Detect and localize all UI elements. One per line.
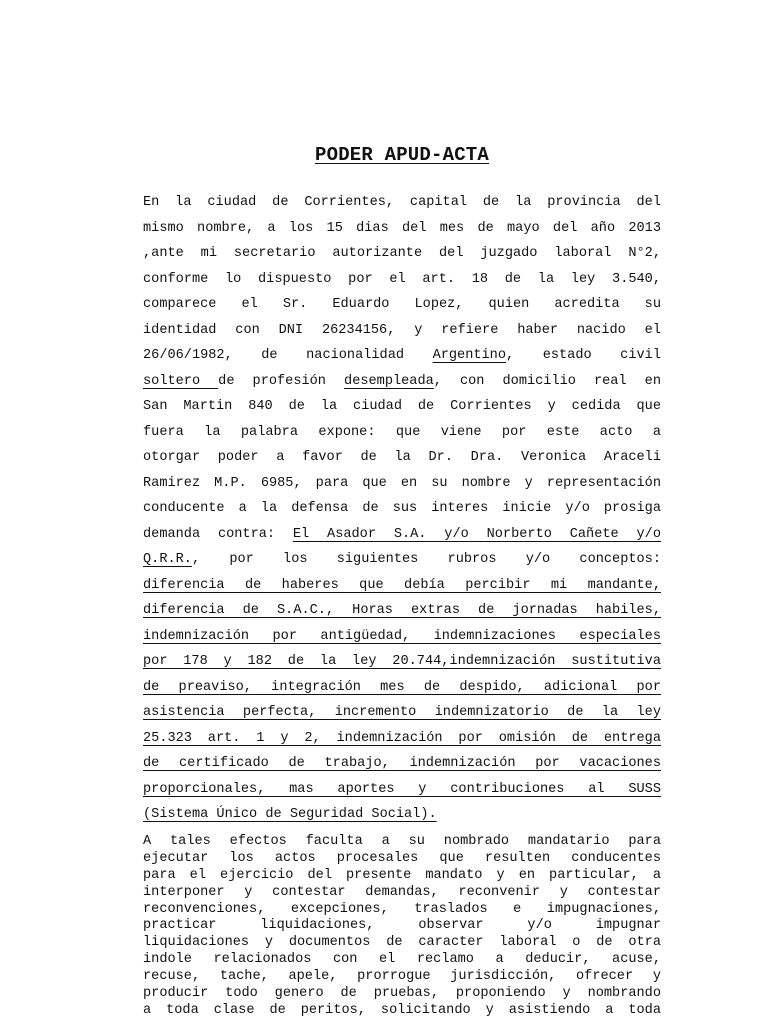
text-segment: de profesión bbox=[218, 373, 345, 389]
text-line: En la ciudad de Corrientes, capital de la provincia del bbox=[143, 195, 661, 210]
text-line: indole relacionados con el reclamo a deducir, acuse, bbox=[143, 952, 661, 968]
text-line: recuse, tache, apele, prorrogue jurisdicción, ofrecer y bbox=[143, 969, 661, 985]
profession-value: desempleada bbox=[344, 373, 434, 389]
text-segment: , estado civil bbox=[506, 348, 661, 363]
text-line: para el ejercicio del presente mandato y en particular, a bbox=[143, 867, 661, 883]
claim-line: de preaviso, integración mes de despido, adicional por bbox=[143, 679, 661, 695]
text-segment: , con domicilio real en bbox=[433, 373, 661, 389]
text-line: A tales efectos faculta a su nombrado mandatario para bbox=[143, 834, 661, 849]
defendant-value: Q.R.R. bbox=[143, 552, 192, 567]
text-line: conducente a la defensa de sus interes inicie y/o prosiga bbox=[143, 501, 661, 516]
text-line: comparece el Sr. Eduardo Lopez, quien acredita su bbox=[143, 297, 661, 312]
text-line: a toda clase de peritos, solicitando y asistiendo a toda bbox=[143, 1002, 661, 1018]
text-line: San Martin 840 de la ciudad de Corrientes y cedida que bbox=[143, 399, 661, 414]
claim-line: por 178 y 182 de la ley 20.744,indemnización sustitutiva bbox=[143, 654, 661, 669]
claim-line: (Sistema Único de Seguridad Social). bbox=[143, 807, 437, 822]
text-line: liquidaciones y documentos de caracter laboral o de otra bbox=[143, 935, 661, 951]
text-line bbox=[143, 547, 661, 573]
paragraph-powers bbox=[143, 834, 661, 1020]
text-line: producir todo genero de pruebas, proponiendo y nombrando bbox=[143, 986, 661, 1002]
text-line: identidad con DNI 26234156, y refiere haber nacido el bbox=[143, 322, 661, 338]
paragraph-main bbox=[143, 190, 661, 828]
text-line: Ramirez M.P. 6985, para que en su nombre y representación bbox=[143, 475, 661, 491]
claim-line: diferencia de S.A.C., Horas extras de jornadas habiles, bbox=[143, 603, 661, 618]
claim-line: proporcionales, mas aportes y contribuciones al SUSS bbox=[143, 781, 661, 797]
text-line bbox=[143, 343, 661, 369]
text-line: fuera la palabra expone: que viene por este acto a bbox=[143, 424, 661, 440]
text-line: interponer y contestar demandas, reconvenir y contestar bbox=[143, 884, 661, 900]
text-segment: , por los siguientes rubros y/o conceptos: bbox=[191, 552, 661, 567]
text-line: practicar liquidaciones, observar y/o impugnar bbox=[143, 918, 661, 934]
text-line: ejecutar los actos procesales que resulten conducentes bbox=[143, 850, 661, 866]
civil-status-value: soltero bbox=[143, 373, 219, 389]
claim-line: diferencia de haberes que debía percibir mi mandante, bbox=[143, 577, 661, 593]
text-line: conforme lo dispuesto por el art. 18 de la ley 3.540, bbox=[143, 271, 661, 287]
text-line bbox=[143, 522, 661, 548]
text-line: ,ante mi secretario autorizante del juzgado laboral N°2, bbox=[143, 246, 661, 261]
text-line: mismo nombre, a los 15 dias del mes de mayo del año 2013 bbox=[143, 220, 661, 236]
text-segment: 26/06/1982, de nacionalidad bbox=[143, 348, 405, 363]
claim-line: de certificado de trabajo, indemnización por vacaciones bbox=[143, 756, 661, 771]
defendant-value: El Asador S.A. y/o Norberto Cañete y/o bbox=[292, 526, 661, 542]
text-line: reconvenciones, excepciones, traslados e impugnaciones, bbox=[143, 901, 661, 917]
claim-line: asistencia perfecta, incremento indemnizatorio de la ley bbox=[143, 705, 661, 720]
document-title: PODER APUD-ACTA bbox=[314, 144, 490, 166]
text-line bbox=[143, 369, 661, 395]
nationality-value: Argentino bbox=[432, 348, 506, 363]
text-segment: demanda contra: bbox=[143, 526, 293, 542]
claim-line: 25.323 art. 1 y 2, indemnización por omisión de entrega bbox=[143, 730, 661, 746]
text-line: otorgar poder a favor de la Dr. Dra. Veronica Araceli bbox=[143, 450, 661, 465]
claim-line: indemnización por antigüedad, indemnizaciones especiales bbox=[143, 628, 661, 644]
